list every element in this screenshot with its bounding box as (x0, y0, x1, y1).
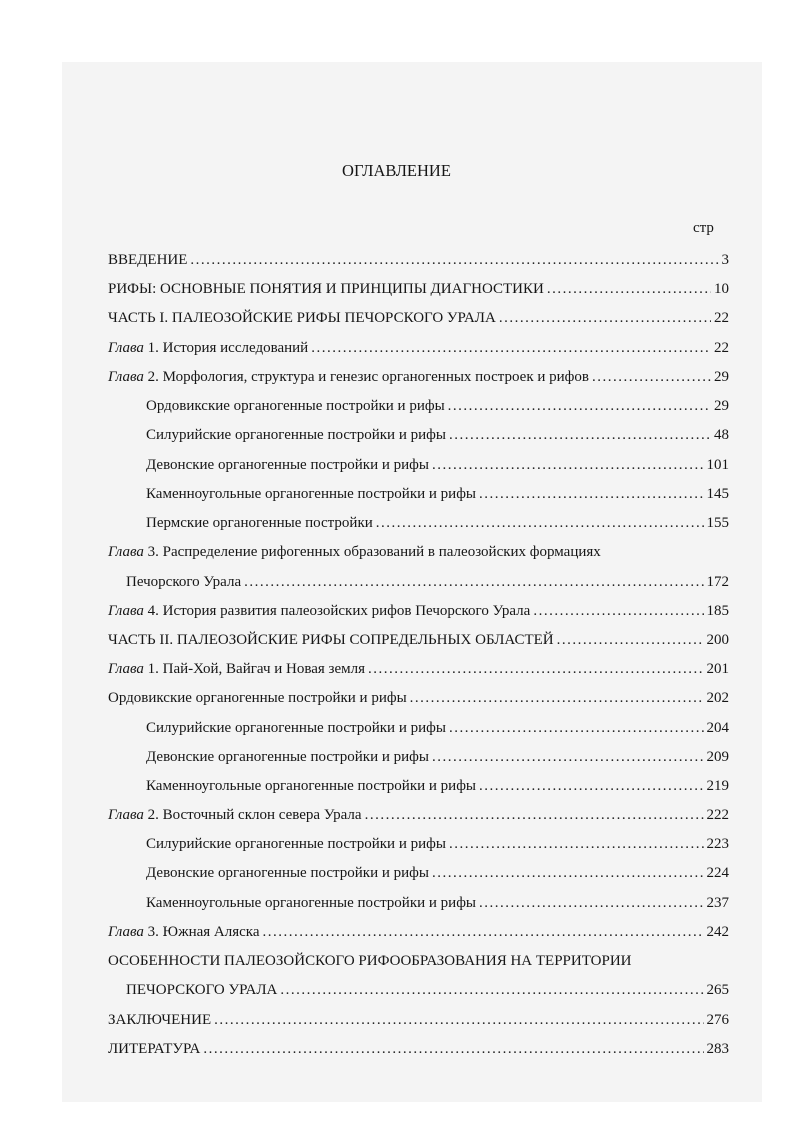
dot-leader (365, 806, 704, 824)
toc-entry-label: Пермские органогенные постройки (146, 515, 373, 531)
toc-entry-label: ВВЕДЕНИЕ (108, 252, 188, 268)
toc-page-number: 10 (714, 281, 729, 297)
toc-page-number: 22 (714, 310, 729, 326)
toc-entry-chapter[interactable] (108, 602, 729, 620)
toc-page-number: 242 (706, 924, 729, 940)
toc-entry-chapter[interactable] (108, 806, 729, 824)
toc-entry-literature[interactable] (108, 1040, 729, 1058)
toc-entry-label: Глава 2. Восточный склон севера Урала (108, 807, 362, 823)
dot-leader (479, 777, 704, 795)
toc-entry-label: Силурийские органогенные постройки и рифы (146, 720, 446, 736)
toc-page-number: 224 (706, 865, 729, 881)
toc-entry-label: Девонские органогенные постройки и рифы (146, 865, 429, 881)
toc-page-number: 185 (706, 603, 729, 619)
toc-entry-section[interactable] (146, 894, 729, 912)
toc-entry-section[interactable] (146, 835, 729, 853)
toc-entry-chapter[interactable] (108, 923, 729, 941)
toc-page-number: 172 (706, 574, 729, 590)
toc-entry-label: ЧАСТЬ I. ПАЛЕОЗОЙСКИЕ РИФЫ ПЕЧОРСКОГО УРАЛА (108, 310, 496, 326)
toc-entry-chapter[interactable] (108, 368, 729, 386)
dot-leader (533, 602, 703, 620)
toc-page-number: 29 (714, 398, 729, 414)
toc-page-number: 155 (706, 515, 729, 531)
dot-leader (203, 1040, 703, 1058)
toc-page-number: 48 (714, 427, 729, 443)
toc-entry-label: Каменноугольные органогенные постройки и рифы (146, 486, 476, 502)
toc-page-number: 22 (714, 340, 729, 356)
chapter-prefix: Глава (108, 603, 144, 619)
chapter-prefix: Глава (108, 807, 144, 823)
toc-entry-label: Ордовикские органогенные постройки и рифы (146, 398, 445, 414)
toc-entry-label: РИФЫ: ОСНОВНЫЕ ПОНЯТИЯ И ПРИНЦИПЫ ДИАГНОСТИКИ (108, 281, 544, 297)
toc-entry-introduction[interactable] (108, 251, 729, 269)
toc-page-number: 3 (721, 252, 729, 268)
toc-entry-chapter[interactable] (108, 660, 729, 678)
toc-page-number: 237 (706, 895, 729, 911)
toc-entry-conclusion[interactable] (108, 1011, 729, 1029)
toc-entry-label: Ордовикские органогенные постройки и рифы (108, 690, 407, 706)
toc-entry-chapter[interactable] (108, 339, 729, 357)
toc-entry-label: Силурийские органогенные постройки и рифы (146, 836, 446, 852)
toc-entry-label: Девонские органогенные постройки и рифы (146, 749, 429, 765)
dot-leader (376, 514, 704, 532)
toc-entry-label: Печорского Урала (126, 574, 242, 590)
chapter-prefix: Глава (108, 340, 144, 356)
dot-leader (547, 280, 711, 298)
toc-page-number: 222 (706, 807, 729, 823)
toc-entry-label: Глава 1. История исследований (108, 340, 309, 356)
chapter-prefix: Глава (108, 661, 144, 677)
toc-entry-features-multiline[interactable] (108, 952, 632, 970)
dot-leader (280, 981, 703, 999)
toc-page-number: 29 (714, 369, 729, 385)
toc-entry-section[interactable] (146, 777, 729, 795)
dot-leader (244, 573, 703, 591)
toc-entry-section[interactable] (146, 748, 729, 766)
toc-entry-section[interactable] (146, 397, 729, 415)
chapter-prefix: Глава (108, 924, 144, 940)
toc-page-number: 204 (706, 720, 729, 736)
toc-page-number: 201 (706, 661, 729, 677)
page-column-header: стр (693, 220, 714, 236)
chapter-prefix: Глава (108, 369, 144, 385)
toc-entry-label: Девонские органогенные постройки и рифы (146, 457, 429, 473)
toc-entry-part-2[interactable] (108, 631, 729, 649)
dot-leader (448, 397, 711, 415)
dot-leader (449, 835, 704, 853)
dot-leader (214, 1011, 703, 1029)
dot-leader (449, 426, 711, 444)
toc-page-number: 101 (706, 457, 729, 473)
toc-page-number: 219 (706, 778, 729, 794)
toc-entry-label: ЧАСТЬ II. ПАЛЕОЗОЙСКИЕ РИФЫ СОПРЕДЕЛЬНЫХ ОБЛАСТЕЙ (108, 632, 554, 648)
toc-entry-label: Глава 1. Пай-Хой, Вайгач и Новая земля (108, 661, 366, 677)
dot-leader (368, 660, 703, 678)
dot-leader (432, 748, 704, 766)
toc-entry-section[interactable] (146, 514, 729, 532)
dot-leader (432, 864, 704, 882)
toc-page-number: 223 (706, 836, 729, 852)
toc-entry-label: Каменноугольные органогенные постройки и рифы (146, 778, 476, 794)
dot-leader (592, 368, 711, 386)
toc-entry-section[interactable] (146, 456, 729, 474)
toc-entry-label: Глава 3. Южная Аляска (108, 924, 260, 940)
dot-leader (432, 456, 704, 474)
toc-page-number: 145 (706, 486, 729, 502)
toc-entry-continuation[interactable] (126, 573, 729, 591)
toc-page-number: 283 (706, 1041, 729, 1057)
dot-leader (479, 894, 704, 912)
toc-entry-label: ЛИТЕРАТУРА (108, 1041, 201, 1057)
dot-leader (449, 719, 704, 737)
chapter-prefix: Глава (108, 544, 144, 560)
toc-page-number: 276 (706, 1012, 729, 1028)
page-title: ОГЛАВЛЕНИЕ (342, 161, 451, 180)
dot-leader (190, 251, 718, 269)
toc-entry-label: Глава 4. История развития палеозойских рифов Печорского Урала (108, 603, 531, 619)
toc-page-number: 265 (706, 982, 729, 998)
toc-entry-label: Силурийские органогенные постройки и рифы (146, 427, 446, 443)
toc-entry-section[interactable] (108, 689, 729, 707)
toc-page-number: 209 (706, 749, 729, 765)
toc-entry-label: ОСОБЕННОСТИ ПАЛЕОЗОЙСКОГО РИФООБРАЗОВАНИЯ НА ТЕРРИТОРИИ (108, 953, 632, 969)
toc-entry-section[interactable] (146, 485, 729, 503)
toc-page-number: 202 (706, 690, 729, 706)
dot-leader (263, 923, 704, 941)
toc-entry-label: ЗАКЛЮЧЕНИЕ (108, 1012, 212, 1028)
dot-leader (557, 631, 704, 649)
dot-leader (311, 339, 711, 357)
toc-entry-continuation[interactable] (126, 981, 729, 999)
toc-entry-section[interactable] (146, 719, 729, 737)
toc-entry-section[interactable] (146, 426, 729, 444)
toc-page-number: 200 (706, 632, 729, 648)
toc-entry-chapter-multiline[interactable] (108, 543, 601, 561)
toc-entry-section[interactable] (146, 864, 729, 882)
toc-entry-part-1[interactable] (108, 309, 729, 327)
dot-leader (410, 689, 704, 707)
dot-leader (479, 485, 704, 503)
toc-entry-label: 3. Распределение рифогенных образований в палеозойских формациях (143, 544, 601, 560)
dot-leader (499, 309, 711, 327)
toc-entry-label: ПЕЧОРСКОГО УРАЛА (126, 982, 278, 998)
toc-entry-label: Глава 2. Морфология, структура и генезис органогенных построек и рифов (108, 369, 589, 385)
toc-entry-reefs-concepts[interactable] (108, 280, 729, 298)
toc-entry-label: Каменноугольные органогенные постройки и рифы (146, 895, 476, 911)
